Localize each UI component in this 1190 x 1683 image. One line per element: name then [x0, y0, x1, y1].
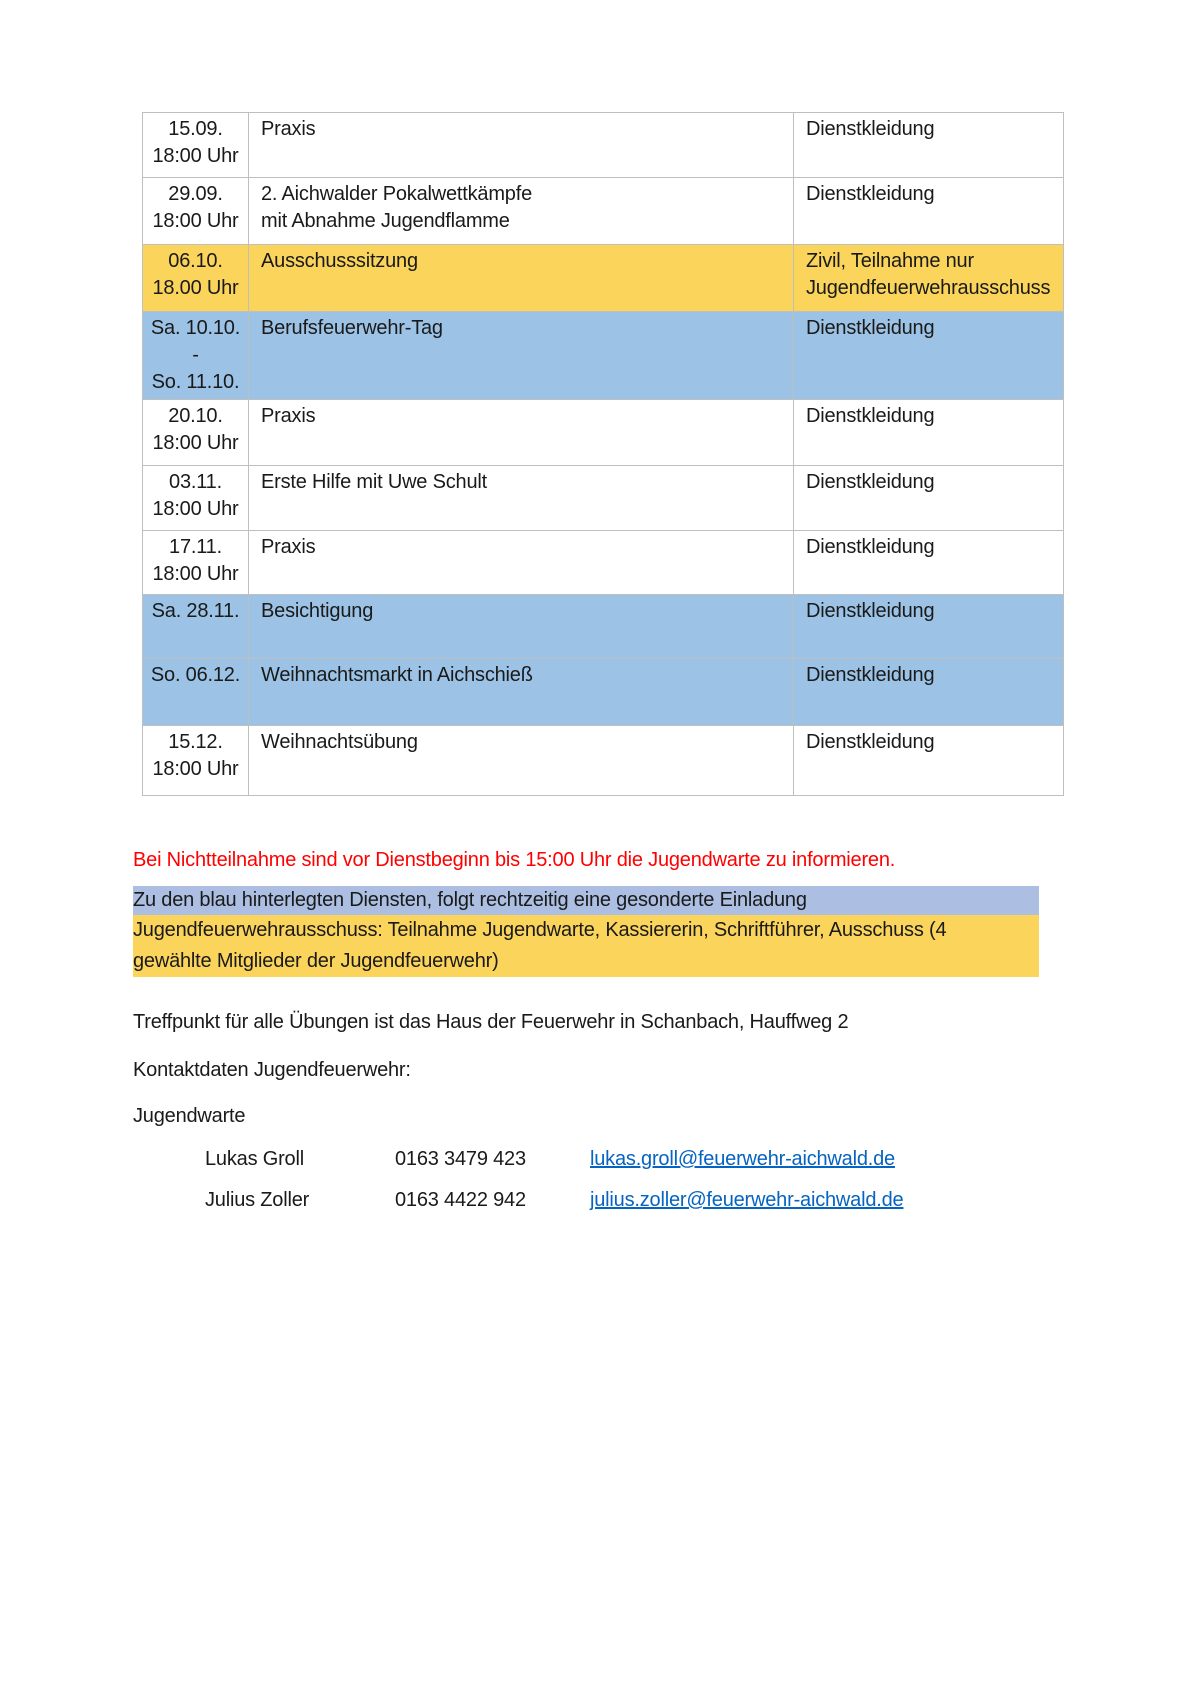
- dress-line: Dienstkleidung: [806, 600, 935, 622]
- date-cell: [143, 659, 249, 726]
- event-cell: [249, 312, 794, 400]
- dress-cell: [794, 466, 1064, 531]
- event-cell: [249, 595, 794, 659]
- event-cell: [249, 531, 794, 595]
- date-cell: [143, 531, 249, 595]
- time-line: 18.00 Uhr: [152, 277, 239, 299]
- dress-cell: [794, 400, 1064, 466]
- date-line: 06.10.: [168, 250, 223, 272]
- table-row: [143, 726, 1064, 796]
- event-line: Praxis: [261, 118, 316, 140]
- event-line: Weihnachtsmarkt in Aichschieß: [261, 664, 533, 686]
- dress-line: Dienstkleidung: [806, 118, 935, 140]
- contact-email-link[interactable]: julius.zoller@feuerwehr-aichwald.de: [590, 1189, 904, 1211]
- date-line: Sa. 10.10.: [150, 317, 241, 339]
- table-row: [143, 178, 1064, 245]
- event-line: Ausschusssitzung: [261, 250, 418, 272]
- table-row: [143, 113, 1064, 178]
- contact-row: [205, 1146, 895, 1173]
- time-line: 18:00 Uhr: [152, 210, 239, 232]
- contact-phone: 0163 3479 423: [395, 1148, 526, 1170]
- date-line: 29.09.: [168, 183, 223, 205]
- event-cell: [249, 466, 794, 531]
- dress-cell: [794, 726, 1064, 796]
- date-line: So. 11.10.: [151, 371, 240, 393]
- date-cell: [143, 312, 249, 400]
- dress-cell: [794, 659, 1064, 726]
- dress-line: Dienstkleidung: [806, 183, 935, 205]
- event-line: 2. Aichwalder Pokalwettkämpfe: [261, 183, 533, 205]
- contact-phone: 0163 4422 942: [395, 1189, 526, 1211]
- date-cell: [143, 178, 249, 245]
- dress-line: Dienstkleidung: [806, 405, 935, 427]
- date-line: So. 06.12.: [150, 664, 241, 686]
- dress-line: Dienstkleidung: [806, 471, 935, 493]
- committee-note-line: gewählte Mitglieder der Jugendfeuerwehr): [133, 950, 499, 972]
- time-line: 18:00 Uhr: [152, 145, 239, 167]
- time-line: 18:00 Uhr: [152, 432, 239, 454]
- date-cell: [143, 466, 249, 531]
- event-cell: [249, 178, 794, 245]
- time-line: 18:00 Uhr: [152, 758, 239, 780]
- meeting-point-text: Treffpunkt für alle Übungen ist das Haus der Feuerwehr in Schanbach, Hauffweg 2: [133, 1011, 849, 1033]
- time-line: 18:00 Uhr: [152, 498, 239, 520]
- time-line: 18:00 Uhr: [152, 563, 239, 585]
- event-line: Erste Hilfe mit Uwe Schult: [261, 471, 487, 493]
- table-row: [143, 595, 1064, 659]
- event-cell: [249, 659, 794, 726]
- event-line: Besichtigung: [261, 600, 374, 622]
- event-cell: [249, 113, 794, 178]
- date-line: 15.12.: [168, 731, 223, 753]
- contact-name: Lukas Groll: [205, 1148, 304, 1170]
- table-row: [143, 312, 1064, 400]
- date-cell: [143, 400, 249, 466]
- date-line: 03.11.: [169, 471, 222, 493]
- date-line: 17.11.: [169, 536, 222, 558]
- table-row: [143, 466, 1064, 531]
- dress-cell: [794, 113, 1064, 178]
- contact-row: [205, 1187, 903, 1214]
- dress-line: Dienstkleidung: [806, 536, 935, 558]
- dress-line: Dienstkleidung: [806, 731, 935, 753]
- dress-line: Dienstkleidung: [806, 317, 935, 339]
- event-line: Praxis: [261, 536, 316, 558]
- event-cell: [249, 245, 794, 312]
- dress-cell: [794, 312, 1064, 400]
- dress-cell: [794, 531, 1064, 595]
- committee-note-line: Jugendfeuerwehrausschuss: Teilnahme Jugendwarte, Kassiererin, Schriftführer, Ausschuss (4: [133, 919, 947, 941]
- dress-line: Dienstkleidung: [806, 664, 935, 686]
- event-line: mit Abnahme Jugendflamme: [261, 210, 510, 232]
- absence-warning-text: Bei Nichtteilnahme sind vor Dienstbeginn bis 15:00 Uhr die Jugendwarte zu informieren.: [133, 849, 896, 871]
- event-line: Berufsfeuerwehr-Tag: [261, 317, 443, 339]
- group-label: Jugendwarte: [133, 1105, 246, 1127]
- table-row: [143, 531, 1064, 595]
- event-line: Praxis: [261, 405, 316, 427]
- event-cell: [249, 400, 794, 466]
- contact-name: Julius Zoller: [205, 1189, 310, 1211]
- date-line: Sa. 28.11.: [151, 600, 240, 622]
- dress-cell: [794, 178, 1064, 245]
- dress-line: Zivil, Teilnahme nur: [806, 250, 974, 272]
- event-cell: [249, 726, 794, 796]
- date-separator: -: [192, 344, 199, 366]
- contact-header: Kontaktdaten Jugendfeuerwehr:: [133, 1059, 411, 1081]
- committee-note: [133, 915, 1039, 977]
- table-row: [143, 659, 1064, 726]
- blue-services-note: Zu den blau hinterlegten Diensten, folgt rechtzeitig eine gesonderte Einladung: [133, 886, 1039, 915]
- date-line: 15.09.: [168, 118, 223, 140]
- dress-line: Jugendfeuerwehrausschuss: [806, 277, 1051, 299]
- date-cell: [143, 595, 249, 659]
- date-cell: [143, 726, 249, 796]
- table-row: [143, 400, 1064, 466]
- dress-cell: [794, 595, 1064, 659]
- date-cell: [143, 113, 249, 178]
- dress-cell: [794, 245, 1064, 312]
- date-cell: [143, 245, 249, 312]
- table-row: [143, 245, 1064, 312]
- schedule-table: [142, 112, 1064, 796]
- event-line: Weihnachtsübung: [261, 731, 418, 753]
- contact-email-link[interactable]: lukas.groll@feuerwehr-aichwald.de: [590, 1148, 895, 1170]
- date-line: 20.10.: [168, 405, 223, 427]
